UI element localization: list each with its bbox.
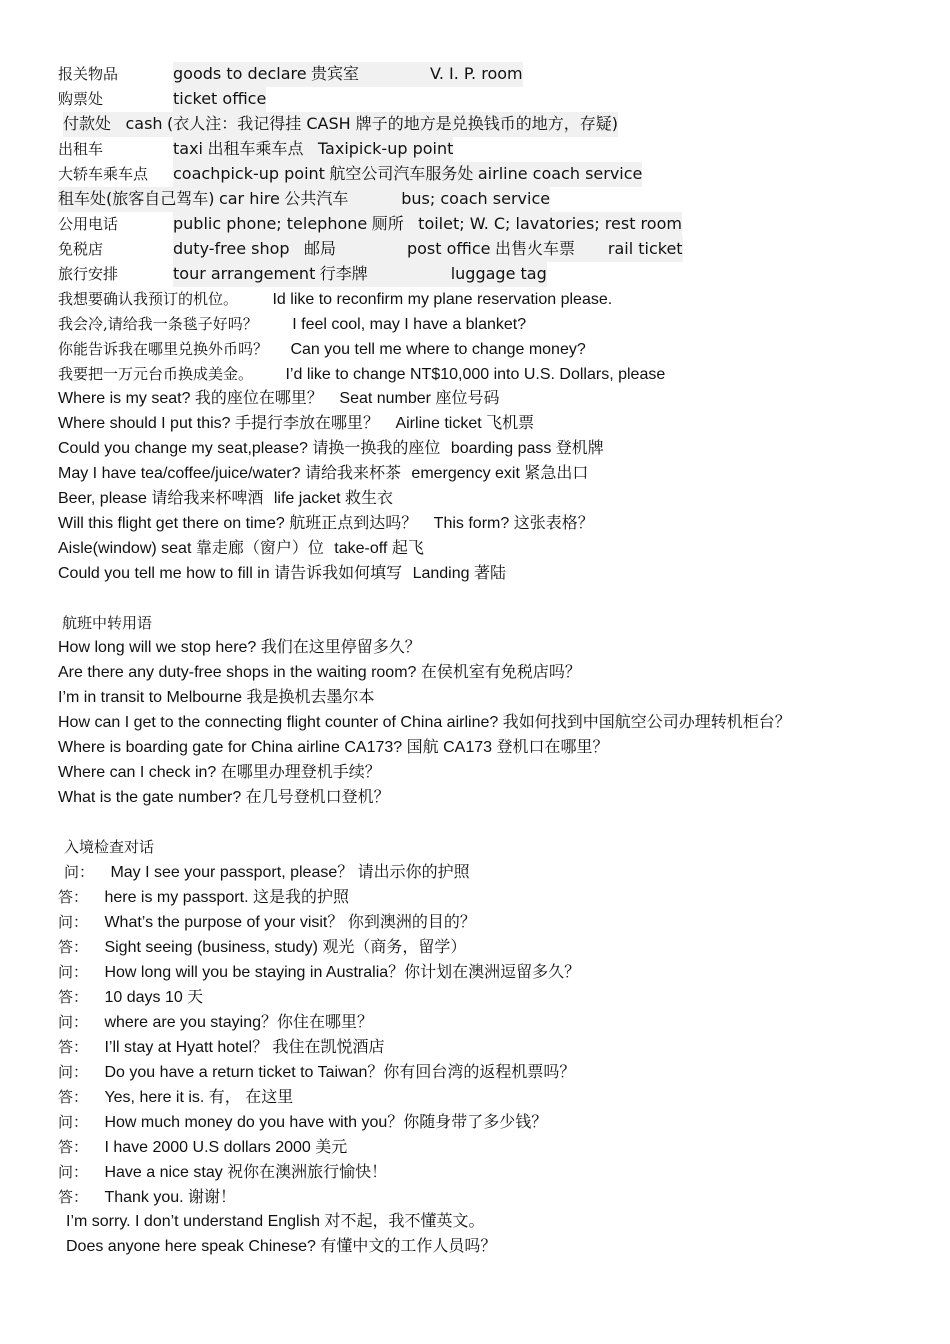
phrase-en: Can you tell me where to change money? xyxy=(290,341,586,358)
dialogue-speaker: 答： xyxy=(58,938,89,956)
phrase-main: Aisle(window) seat 靠走廊（窗户）位 xyxy=(58,540,324,557)
dialogue-text: Sight seeing (business, study) 观光（商务，留学） xyxy=(104,939,467,956)
phrase-main: Where is my seat? 我的座位在哪里？ xyxy=(58,390,323,407)
phrase-row xyxy=(58,287,612,311)
dialogue-line xyxy=(58,1085,293,1109)
glossary-en: public phone; telephone xyxy=(173,214,368,233)
phrase-row xyxy=(58,487,393,511)
extra-line: Does anyone here speak Chinese? 有懂中文的工作人员吗？ xyxy=(66,1238,497,1255)
dialogue-text: Thank you. 谢谢！ xyxy=(104,1189,237,1206)
dialogue-speaker: 问： xyxy=(58,1063,89,1081)
phrase-row xyxy=(58,537,424,561)
glossary-cn2: 公共汽车 xyxy=(284,189,349,208)
dialogue-text: 10 days 10 天 xyxy=(104,989,204,1006)
phrase-cn: 我会冷,请给我一条毯子好吗？ xyxy=(58,315,258,333)
glossary-entry xyxy=(173,162,642,187)
dialogue-speaker: 答： xyxy=(58,888,89,906)
phrase-main: Will this flight get there on time? 航班正点到达吗？ xyxy=(58,515,418,532)
transit-line: What is the gate number? 在几号登机口登机？ xyxy=(58,789,390,806)
glossary-entry xyxy=(173,137,453,162)
transit-line: I’m in transit to Melbourne 我是换机去墨尔本 xyxy=(58,689,375,706)
dialogue-speaker: 答： xyxy=(58,1138,89,1156)
phrase-cn: 我想要确认我预订的机位。 xyxy=(58,290,239,308)
glossary-en2: Taxipick-up point xyxy=(317,139,454,158)
dialogue-line xyxy=(58,910,476,934)
dialogue-speaker: 问： xyxy=(58,913,89,931)
phrase-row xyxy=(58,387,499,411)
transit-line: How can I get to the connecting flight counter of China airline? 我如何找到中国航空公司办理转机柜台？ xyxy=(58,714,791,731)
dialogue-speaker: 答： xyxy=(58,988,89,1006)
glossary-entry xyxy=(58,187,550,212)
dialogue-text: How much money do you have with you？你随身带了多少钱？ xyxy=(104,1114,548,1131)
dialogue-text: here is my passport. 这是我的护照 xyxy=(104,889,349,906)
transit-line: Are there any duty-free shops in the waiting room? 在侯机室有免税店吗？ xyxy=(58,664,581,681)
glossary-cn: 付款处 xyxy=(63,114,112,133)
glossary-row xyxy=(58,187,550,211)
glossary-row xyxy=(58,237,683,261)
phrase-vocab: emergency exit 紧急出口 xyxy=(411,465,589,482)
glossary-en2: toilet; W. C; lavatories; rest room xyxy=(418,214,682,233)
section-heading-immigration: 入境检查对话 xyxy=(64,838,155,856)
phrase-main: Could you tell me how to fill in 请告诉我如何填写 xyxy=(58,565,403,582)
dialogue-speaker: 问： xyxy=(58,1113,89,1131)
phrase-row xyxy=(58,337,586,361)
glossary-cn2: 邮局 xyxy=(304,239,337,258)
glossary-row xyxy=(58,262,547,286)
glossary-entry xyxy=(173,62,523,87)
phrase-row xyxy=(58,462,588,486)
glossary-en: tour arrangement xyxy=(173,264,316,283)
phrase-row xyxy=(58,412,534,436)
phrase-cn: 我要把一万元台币换成美金。 xyxy=(58,365,254,383)
glossary-cn2: 厕所 xyxy=(371,214,404,233)
glossary-entry xyxy=(173,262,547,287)
glossary-row xyxy=(58,162,643,186)
dialogue-line xyxy=(58,985,203,1009)
glossary-cn: 免税店 xyxy=(58,240,104,258)
glossary-en: taxi xyxy=(173,139,203,158)
phrase-en: I’d like to change NT$10,000 into U.S. Dollars, please xyxy=(285,366,666,383)
glossary-row xyxy=(58,62,523,86)
glossary-entry xyxy=(173,87,266,112)
glossary-en2: airline coach service xyxy=(477,164,643,183)
glossary-en: coachpick-up point xyxy=(173,164,325,183)
phrase-row xyxy=(58,562,506,586)
phrase-vocab: Seat number 座位号码 xyxy=(339,390,500,407)
phrase-cn: 你能告诉我在哪里兑换外币吗？ xyxy=(58,340,269,358)
glossary-entry xyxy=(173,237,683,262)
dialogue-text: Have a nice stay 祝你在澳洲旅行愉快！ xyxy=(104,1164,388,1181)
phrase-vocab: This form? 这张表格？ xyxy=(433,515,594,532)
glossary-row xyxy=(58,137,454,161)
phrase-vocab: Airline ticket 飞机票 xyxy=(395,415,535,432)
glossary-en3: rail ticket xyxy=(607,239,683,258)
phrase-vocab: life jacket 救生衣 xyxy=(273,490,394,507)
dialogue-line xyxy=(58,860,470,884)
dialogue-text: Yes, here it is. 有， 在这里 xyxy=(104,1089,294,1106)
glossary-en2: luggage tag xyxy=(450,264,547,283)
phrase-row xyxy=(58,437,604,461)
phrase-main: Beer, please 请给我来杯啤酒 xyxy=(58,490,264,507)
phrase-vocab: take-off 起飞 xyxy=(334,540,424,557)
phrase-row xyxy=(58,312,526,336)
phrase-en: Id like to reconfirm my plane reservation please. xyxy=(272,291,613,308)
dialogue-text: I have 2000 U.S dollars 2000 美元 xyxy=(104,1139,348,1156)
dialogue-line xyxy=(58,1060,575,1084)
glossary-en: duty-free shop xyxy=(173,239,290,258)
dialogue-text: How long will you be staying in Australia？你计划在澳洲逗留多久？ xyxy=(104,964,581,981)
glossary-en2: post office xyxy=(406,239,491,258)
extra-line: I’m sorry. I don’t understand English 对不起，我不懂英文。 xyxy=(66,1213,485,1230)
dialogue-text: May I see your passport, please？ 请出示你的护照 xyxy=(110,864,470,881)
glossary-en: car hire xyxy=(218,189,280,208)
glossary-note: (衣人注：我记得挂 CASH 牌子的地方是兑换钱币的地方，存疑) xyxy=(167,114,618,133)
dialogue-speaker: 问： xyxy=(58,963,89,981)
dialogue-speaker: 问： xyxy=(64,863,95,881)
dialogue-speaker: 答： xyxy=(58,1088,89,1106)
transit-line: How long will we stop here? 我们在这里停留多久？ xyxy=(58,639,421,656)
dialogue-speaker: 答： xyxy=(58,1188,89,1206)
glossary-row xyxy=(58,87,267,111)
phrase-vocab: boarding pass 登机牌 xyxy=(450,440,604,457)
dialogue-line xyxy=(58,960,580,984)
dialogue-line xyxy=(58,1185,236,1209)
phrase-main: Could you change my seat,please? 请换一换我的座位 xyxy=(58,440,441,457)
transit-line: Where can I check in? 在哪里办理登机手续？ xyxy=(58,764,381,781)
dialogue-line xyxy=(58,1010,373,1034)
phrase-main: May I have tea/coffee/juice/water? 请给我来杯茶 xyxy=(58,465,401,482)
phrase-main: Where should I put this? 手提行李放在哪里？ xyxy=(58,415,379,432)
glossary-cn: 租车处(旅客自己驾车) xyxy=(58,189,215,208)
phrase-vocab: Landing 著陆 xyxy=(412,565,506,582)
glossary-cn2: 贵宾室 xyxy=(311,64,360,83)
glossary-cn: 报关物品 xyxy=(58,65,119,83)
dialogue-line xyxy=(58,1035,385,1059)
dialogue-line xyxy=(58,1160,387,1184)
glossary-cn: 购票处 xyxy=(58,90,104,108)
glossary-row xyxy=(58,112,618,136)
glossary-cn: 大轿车乘车点 xyxy=(58,165,149,183)
glossary-cn3: 出售火车票 xyxy=(494,239,575,258)
glossary-cn: 旅行安排 xyxy=(58,265,119,283)
dialogue-text: Do you have a return ticket to Taiwan？你有回台湾的返程机票吗？ xyxy=(104,1064,576,1081)
dialogue-line xyxy=(58,935,466,959)
glossary-cn: 公用电话 xyxy=(58,215,119,233)
glossary-en: ticket office xyxy=(173,89,267,108)
glossary-cn2: 行李牌 xyxy=(319,264,368,283)
dialogue-speaker: 问： xyxy=(58,1163,89,1181)
dialogue-speaker: 答： xyxy=(58,1038,89,1056)
phrase-en: I feel cool, may I have a blanket? xyxy=(292,316,527,333)
dialogue-text: What’s the purpose of your visit？ 你到澳洲的目的？ xyxy=(104,914,476,931)
dialogue-text: I’ll stay at Hyatt hotel？ 我住在凯悦酒店 xyxy=(104,1039,385,1056)
phrase-row xyxy=(58,362,665,386)
glossary-entry xyxy=(173,212,682,237)
transit-line: Where is boarding gate for China airline CA173? 国航 CA173 登机口在哪里？ xyxy=(58,739,609,756)
dialogue-line xyxy=(58,1110,547,1134)
glossary-en: goods to declare xyxy=(173,64,307,83)
glossary-row xyxy=(58,212,682,236)
glossary-cn2: 出租车乘车点 xyxy=(207,139,304,158)
glossary-en: cash xyxy=(125,114,163,133)
dialogue-line xyxy=(58,1135,347,1159)
phrase-row xyxy=(58,512,594,536)
glossary-cn2: 航空公司汽车服务处 xyxy=(329,164,474,183)
glossary-cn: 出租车 xyxy=(58,140,104,158)
glossary-en2: bus; coach service xyxy=(401,189,551,208)
section-heading-transit: 航班中转用语 xyxy=(62,614,153,632)
glossary-entry xyxy=(63,112,618,137)
dialogue-speaker: 问： xyxy=(58,1013,89,1031)
dialogue-line xyxy=(58,885,349,909)
glossary-en2: V. I. P. room xyxy=(429,64,523,83)
dialogue-text: where are you staying？你住在哪里？ xyxy=(104,1014,373,1031)
